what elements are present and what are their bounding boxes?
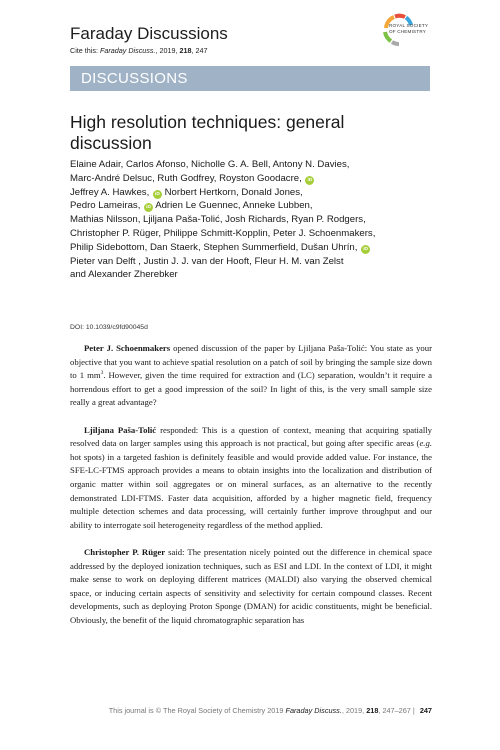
orcid-icon[interactable]: iD	[153, 190, 162, 199]
author-line: and Alexander Zherebker	[70, 269, 178, 281]
rsc-logo-icon	[372, 12, 434, 58]
article-title: High resolution techniques: general discussion	[70, 112, 345, 153]
author-line: Mathias Nilsson, Ljiljana Paša-Tolić, Josh Richards, Ryan P. Rodgers,	[70, 214, 366, 226]
paragraph	[70, 424, 432, 533]
logo-line-2: OF CHEMISTRY	[389, 29, 427, 34]
author-line	[70, 172, 432, 186]
footer-range: , 247–267	[378, 706, 411, 715]
cite-pages: , 247	[191, 46, 208, 55]
author-text: Pedro Lameiras,	[70, 200, 141, 212]
paragraph-text: hot spots) in a targeted fashion is definitely feasible and would provide added value. For instance, the SFE-LC-FTMS approach provides a means to obtain insights into the localization and distribution of organic matter within soil aggregates or on mineral surfaces, as an alternative to the recently demonstrated LDI-FTMS. Faster data acquisition, afforded by a higher magnetic field, frequency multiple detection schemes and data processing, will certainly further improve throughput and our ability to interrogate soil heterogeneity regardless of the method applied.	[70, 451, 432, 530]
author-text: Philip Sidebottom, Dan Staerk, Stephen Summerfield, Dušan Uhrín,	[70, 241, 358, 253]
author-text: Adrien Le Guennec, Anneke Lubben,	[153, 200, 313, 212]
banner-label: DISCUSSIONS	[81, 70, 188, 87]
journal-name: Faraday Discussions	[70, 24, 228, 43]
italic-text: e.g.	[419, 438, 432, 449]
doi-link[interactable]: DOI: 10.1039/c9fd90045d	[70, 324, 148, 331]
paragraph	[70, 342, 432, 410]
page-number: 247	[419, 706, 432, 715]
speaker-name: Peter J. Schoenmakers	[84, 343, 171, 353]
author-line: Pieter van Delft , Justin J. J. van der Hooft, Fleur H. M. van Zelst	[70, 255, 344, 267]
footer-year: , 2019,	[341, 706, 367, 715]
cite-journal: Faraday Discuss.	[99, 46, 156, 55]
page-footer	[70, 706, 432, 715]
orcid-icon[interactable]: iD	[361, 245, 370, 254]
article-body	[70, 342, 432, 641]
author-text: Norbert Hertkorn, Donald Jones,	[161, 186, 303, 198]
footer-separator: |	[410, 706, 417, 715]
cite-prefix: Cite this:	[70, 46, 100, 55]
footer-volume: 218	[366, 706, 379, 715]
superscript: 3	[100, 370, 104, 377]
speaker-name: Ljiljana Paša-Tolić	[84, 424, 157, 435]
orcid-icon[interactable]: iD	[305, 176, 314, 185]
author-text: Marc-André Delsuc, Ruth Godfrey, Royston Goodacre,	[70, 172, 302, 184]
author-line	[70, 199, 432, 213]
section-banner	[70, 66, 430, 91]
cite-year: , 2019,	[155, 46, 180, 55]
logo-line-1: ROYAL SOCIETY	[389, 23, 429, 28]
orcid-icon[interactable]: iD	[144, 203, 153, 212]
paragraph-text: responded: This is a question of context, meaning that acquiring spatially resolved data on larger samples using this approach is not practical, but going after specific areas (	[70, 424, 432, 449]
author-list	[70, 158, 432, 282]
paragraph-text: . However, given the time required for extraction and (LC) separation, wouldn’t it require a horrendous effort to get a good impression of the soil? In light of this, is the very small sample size really a great advantage?	[70, 370, 433, 408]
author-text: Jeffrey A. Hawkes,	[70, 186, 150, 198]
author-line	[70, 241, 432, 255]
footer-journal: Faraday Discuss.	[285, 706, 342, 715]
footer-copyright: This journal is © The Royal Society of Chemistry 2019	[108, 706, 286, 715]
rsc-logo-text	[389, 23, 428, 35]
author-line: Christopher P. Rüger, Philippe Schmitt-Kopplin, Peter J. Schoenmakers,	[70, 227, 376, 239]
speaker-name: Christopher P. Rüger	[84, 546, 166, 557]
author-line	[70, 186, 432, 200]
paragraph-text: opened discussion of the paper by Ljiljana Paša-Tolić: You state as your objective that you want to achieve spatial resolution on a patch of soil by bringing the sample size down to 1 mm	[70, 343, 432, 381]
paragraph	[70, 546, 432, 628]
citation-line	[70, 46, 207, 55]
paragraph-text: said: The presentation nicely pointed out the difference in chemical space addressed by the deployed ionization techniques, such as ESI and LDI. In the context of LDI, it might make sense to work on deploying different matrices (MALDI) also varying the observed chemical space, or inducing certain aspects of sensitivity and selectivity for certain compound classes. Recent developments, such as deploying Proton Sponge (DMAN) for acidic constituents, might be beneficial. Obviously, the benefit of the liquid chromatographic separation has	[70, 546, 432, 625]
cite-volume: 218	[179, 46, 192, 55]
author-line: Elaine Adair, Carlos Afonso, Nicholle G. A. Bell, Antony N. Davies,	[70, 159, 350, 170]
